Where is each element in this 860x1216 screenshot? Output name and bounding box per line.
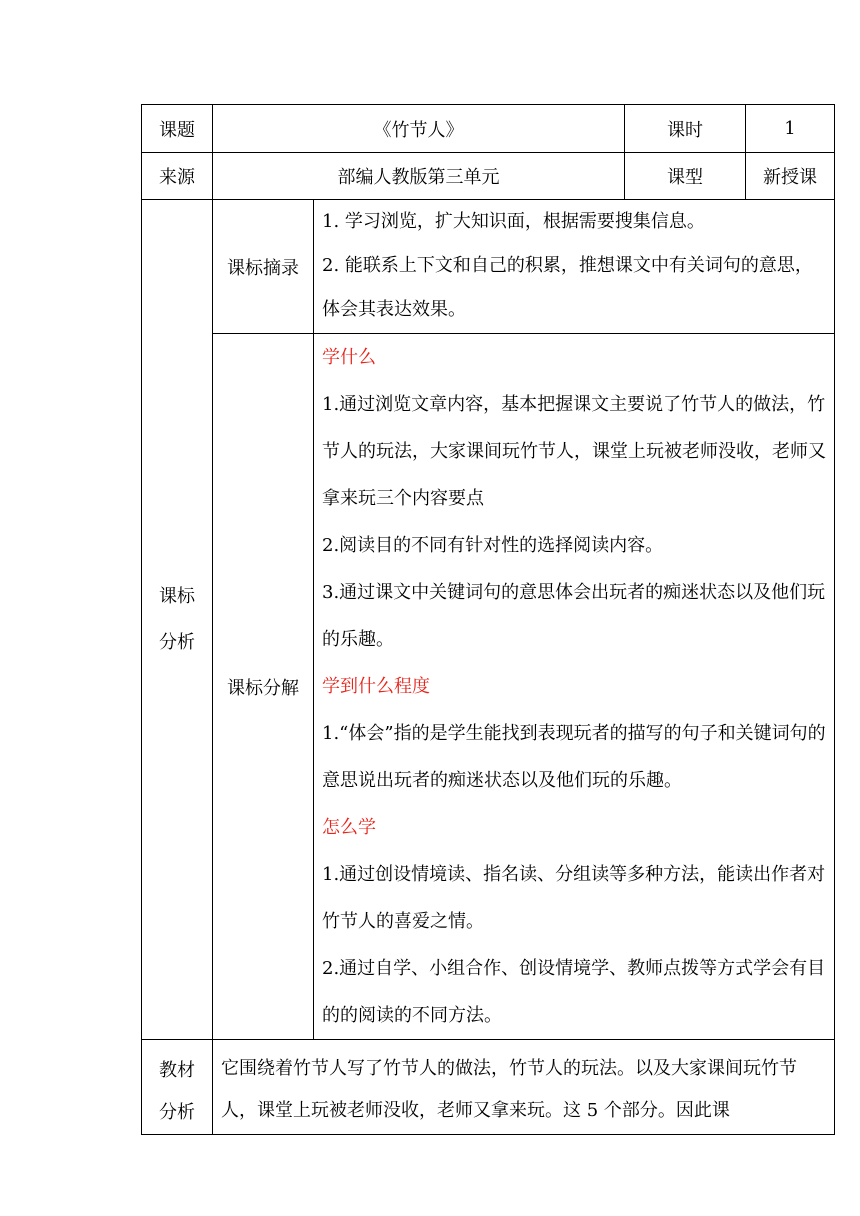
textbook-analysis-label [142, 1040, 213, 1135]
lesson-title: 《竹节人》 [213, 105, 625, 153]
what-item: 2.阅读目的不同有针对性的选择阅读内容。 [322, 535, 664, 556]
type-label: 课型 [625, 153, 746, 200]
what-heading: 学什么 [322, 347, 376, 368]
excerpt-item: 2. 能联系上下文和自己的积累，推想课文中有关词句的意思，体会其表达效果。 [322, 255, 813, 320]
how-item: 1.通过创设情境读、指名读、分组读等多种方法，能读出作者对竹节人的喜爱之情。 [322, 864, 826, 932]
hours-value: 1 [746, 105, 835, 153]
row-textbook [142, 1040, 835, 1135]
what-item: 3.通过课文中关键词句的意思体会出玩者的痴迷状态以及他们玩的乐趣。 [322, 582, 826, 650]
row-breakdown [142, 334, 835, 1040]
degree-heading: 学到什么程度 [322, 676, 430, 697]
topic-label: 课题 [142, 105, 213, 153]
type-value: 新授课 [746, 153, 835, 200]
row-topic [142, 105, 835, 153]
curriculum-analysis-label [142, 200, 213, 1040]
curriculum-label-line1: 课标 [159, 585, 195, 607]
excerpt-label: 课标摘录 [213, 200, 314, 334]
breakdown-content [314, 334, 835, 1040]
how-heading: 怎么学 [322, 817, 376, 838]
textbook-analysis-text: 它围绕着竹节人写了竹节人的做法，竹节人的玩法。以及大家课间玩竹节人，课堂上玩被老师没收，老师又拿来玩。这 5 个部分。因此课 [213, 1040, 835, 1135]
breakdown-label: 课标分解 [213, 334, 314, 1040]
row-excerpt [142, 200, 835, 334]
lesson-plan-table [141, 104, 835, 1135]
textbook-label-line1: 教材 [159, 1060, 195, 1081]
how-item: 2.通过自学、小组合作、创设情境学、教师点拨等方式学会有目的的阅读的不同方法。 [322, 958, 826, 1026]
row-source [142, 153, 835, 200]
source-value: 部编人教版第三单元 [213, 153, 625, 200]
excerpt-item: 1. 学习浏览，扩大知识面，根据需要搜集信息。 [322, 211, 705, 232]
hours-label: 课时 [625, 105, 746, 153]
what-item: 1.通过浏览文章内容，基本把握课文主要说了竹节人的做法，竹节人的玩法，大家课间玩竹节人，课堂上玩被老师没收，老师又拿来玩三个内容要点 [322, 394, 826, 509]
source-label: 来源 [142, 153, 213, 200]
excerpt-content [314, 200, 835, 334]
degree-item: 1.“体会”指的是学生能找到表现玩者的描写的句子和关键词句的意思说出玩者的痴迷状态以及他们玩的乐趣。 [322, 723, 826, 791]
curriculum-label-line2: 分析 [159, 631, 195, 653]
textbook-label-line2: 分析 [159, 1102, 195, 1123]
